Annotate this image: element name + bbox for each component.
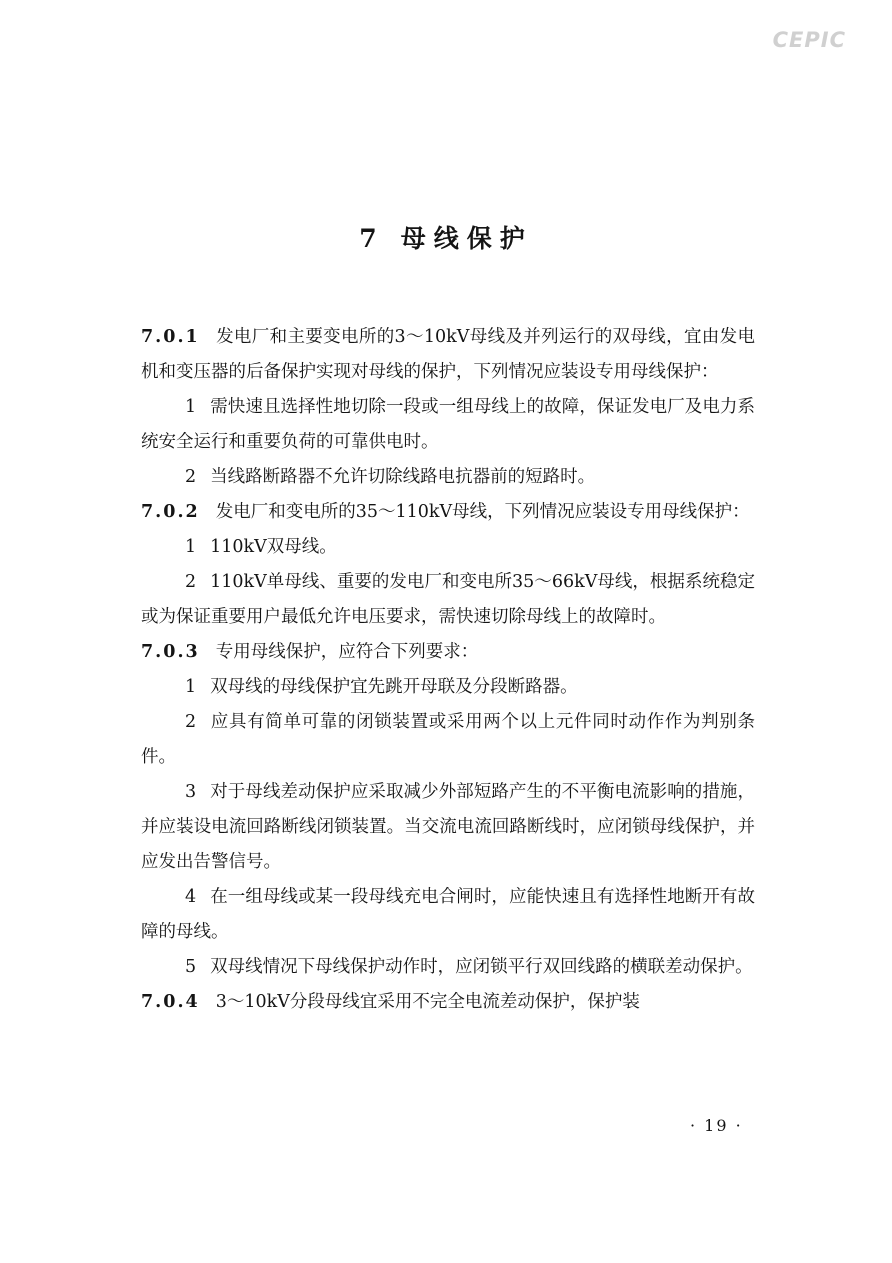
paragraph-text: 110kV单母线、重要的发电厂和变电所35～66kV母线，根据系统稳定或为保证重要用户最低允许电压要求，需快速切除母线上的故障时。 [141,572,755,627]
clause-number: 7.0.2 [141,502,200,522]
item-number: 4 [185,887,197,907]
paragraph-text: 双母线的母线保护宜先跳开母联及分段断路器。 [210,677,578,697]
paragraph-text: 专用母线保护，应符合下列要求： [215,642,479,662]
list-item [141,950,755,985]
paragraph-text: 在一组母线或某一段母线充电合闸时，应能快速且有选择性地断开有故障的母线。 [141,887,755,942]
paragraph-text: 110kV双母线。 [210,537,337,557]
item-number: 3 [185,782,197,802]
item-number: 1 [185,677,197,697]
paragraph-text: 3～10kV分段母线宜采用不完全电流差动保护，保护装 [215,992,640,1012]
paragraph-text: 双母线情况下母线保护动作时，应闭锁平行双回线路的横联差动保护。 [210,957,753,977]
cepic-logo: CEPIC [772,28,846,52]
chapter-title [0,219,892,255]
paragraph-text: 应具有简单可靠的闭锁装置或采用两个以上元件同时动作作为判别条件。 [141,712,755,767]
list-item [141,390,755,460]
page-number: · 19 · [690,1116,743,1135]
list-item [141,565,755,635]
paragraph-text: 当线路断路器不允许切除线路电抗器前的短路时。 [210,467,596,487]
list-item [141,670,755,705]
paragraph-text: 对于母线差动保护应采取减少外部短路产生的不平衡电流影响的措施，并应装设电流回路断线闭锁装置。当交流电流回路断线时，应闭锁母线保护，并应发出告警信号。 [141,782,755,872]
item-number: 1 [185,537,197,557]
clause-number: 7.0.1 [141,327,200,347]
chapter-title-text: 母线保护 [400,224,533,253]
document-body [141,320,755,1020]
list-item [141,880,755,950]
list-item [141,705,755,775]
item-number: 1 [185,397,197,417]
clause-paragraph [141,320,755,390]
clause-number: 7.0.3 [141,642,200,662]
clause-paragraph [141,635,755,670]
list-item [141,775,755,880]
paragraph-text: 发电厂和变电所的35～110kV母线，下列情况应装设专用母线保护： [215,502,750,522]
paragraph-text: 需快速且选择性地切除一段或一组母线上的故障，保证发电厂及电力系统安全运行和重要负荷的可靠供电时。 [141,397,755,452]
clause-paragraph [141,985,755,1020]
clause-number: 7.0.4 [141,992,200,1012]
item-number: 2 [185,712,197,732]
list-item [141,460,755,495]
clause-paragraph [141,495,755,530]
item-number: 5 [185,957,197,977]
list-item [141,530,755,565]
item-number: 2 [185,572,197,592]
item-number: 2 [185,467,197,487]
chapter-number: 7 [359,224,385,253]
paragraph-text: 发电厂和主要变电所的3～10kV母线及并列运行的双母线，宜由发电机和变压器的后备保护实现对母线的保护，下列情况应装设专用母线保护： [141,327,755,382]
